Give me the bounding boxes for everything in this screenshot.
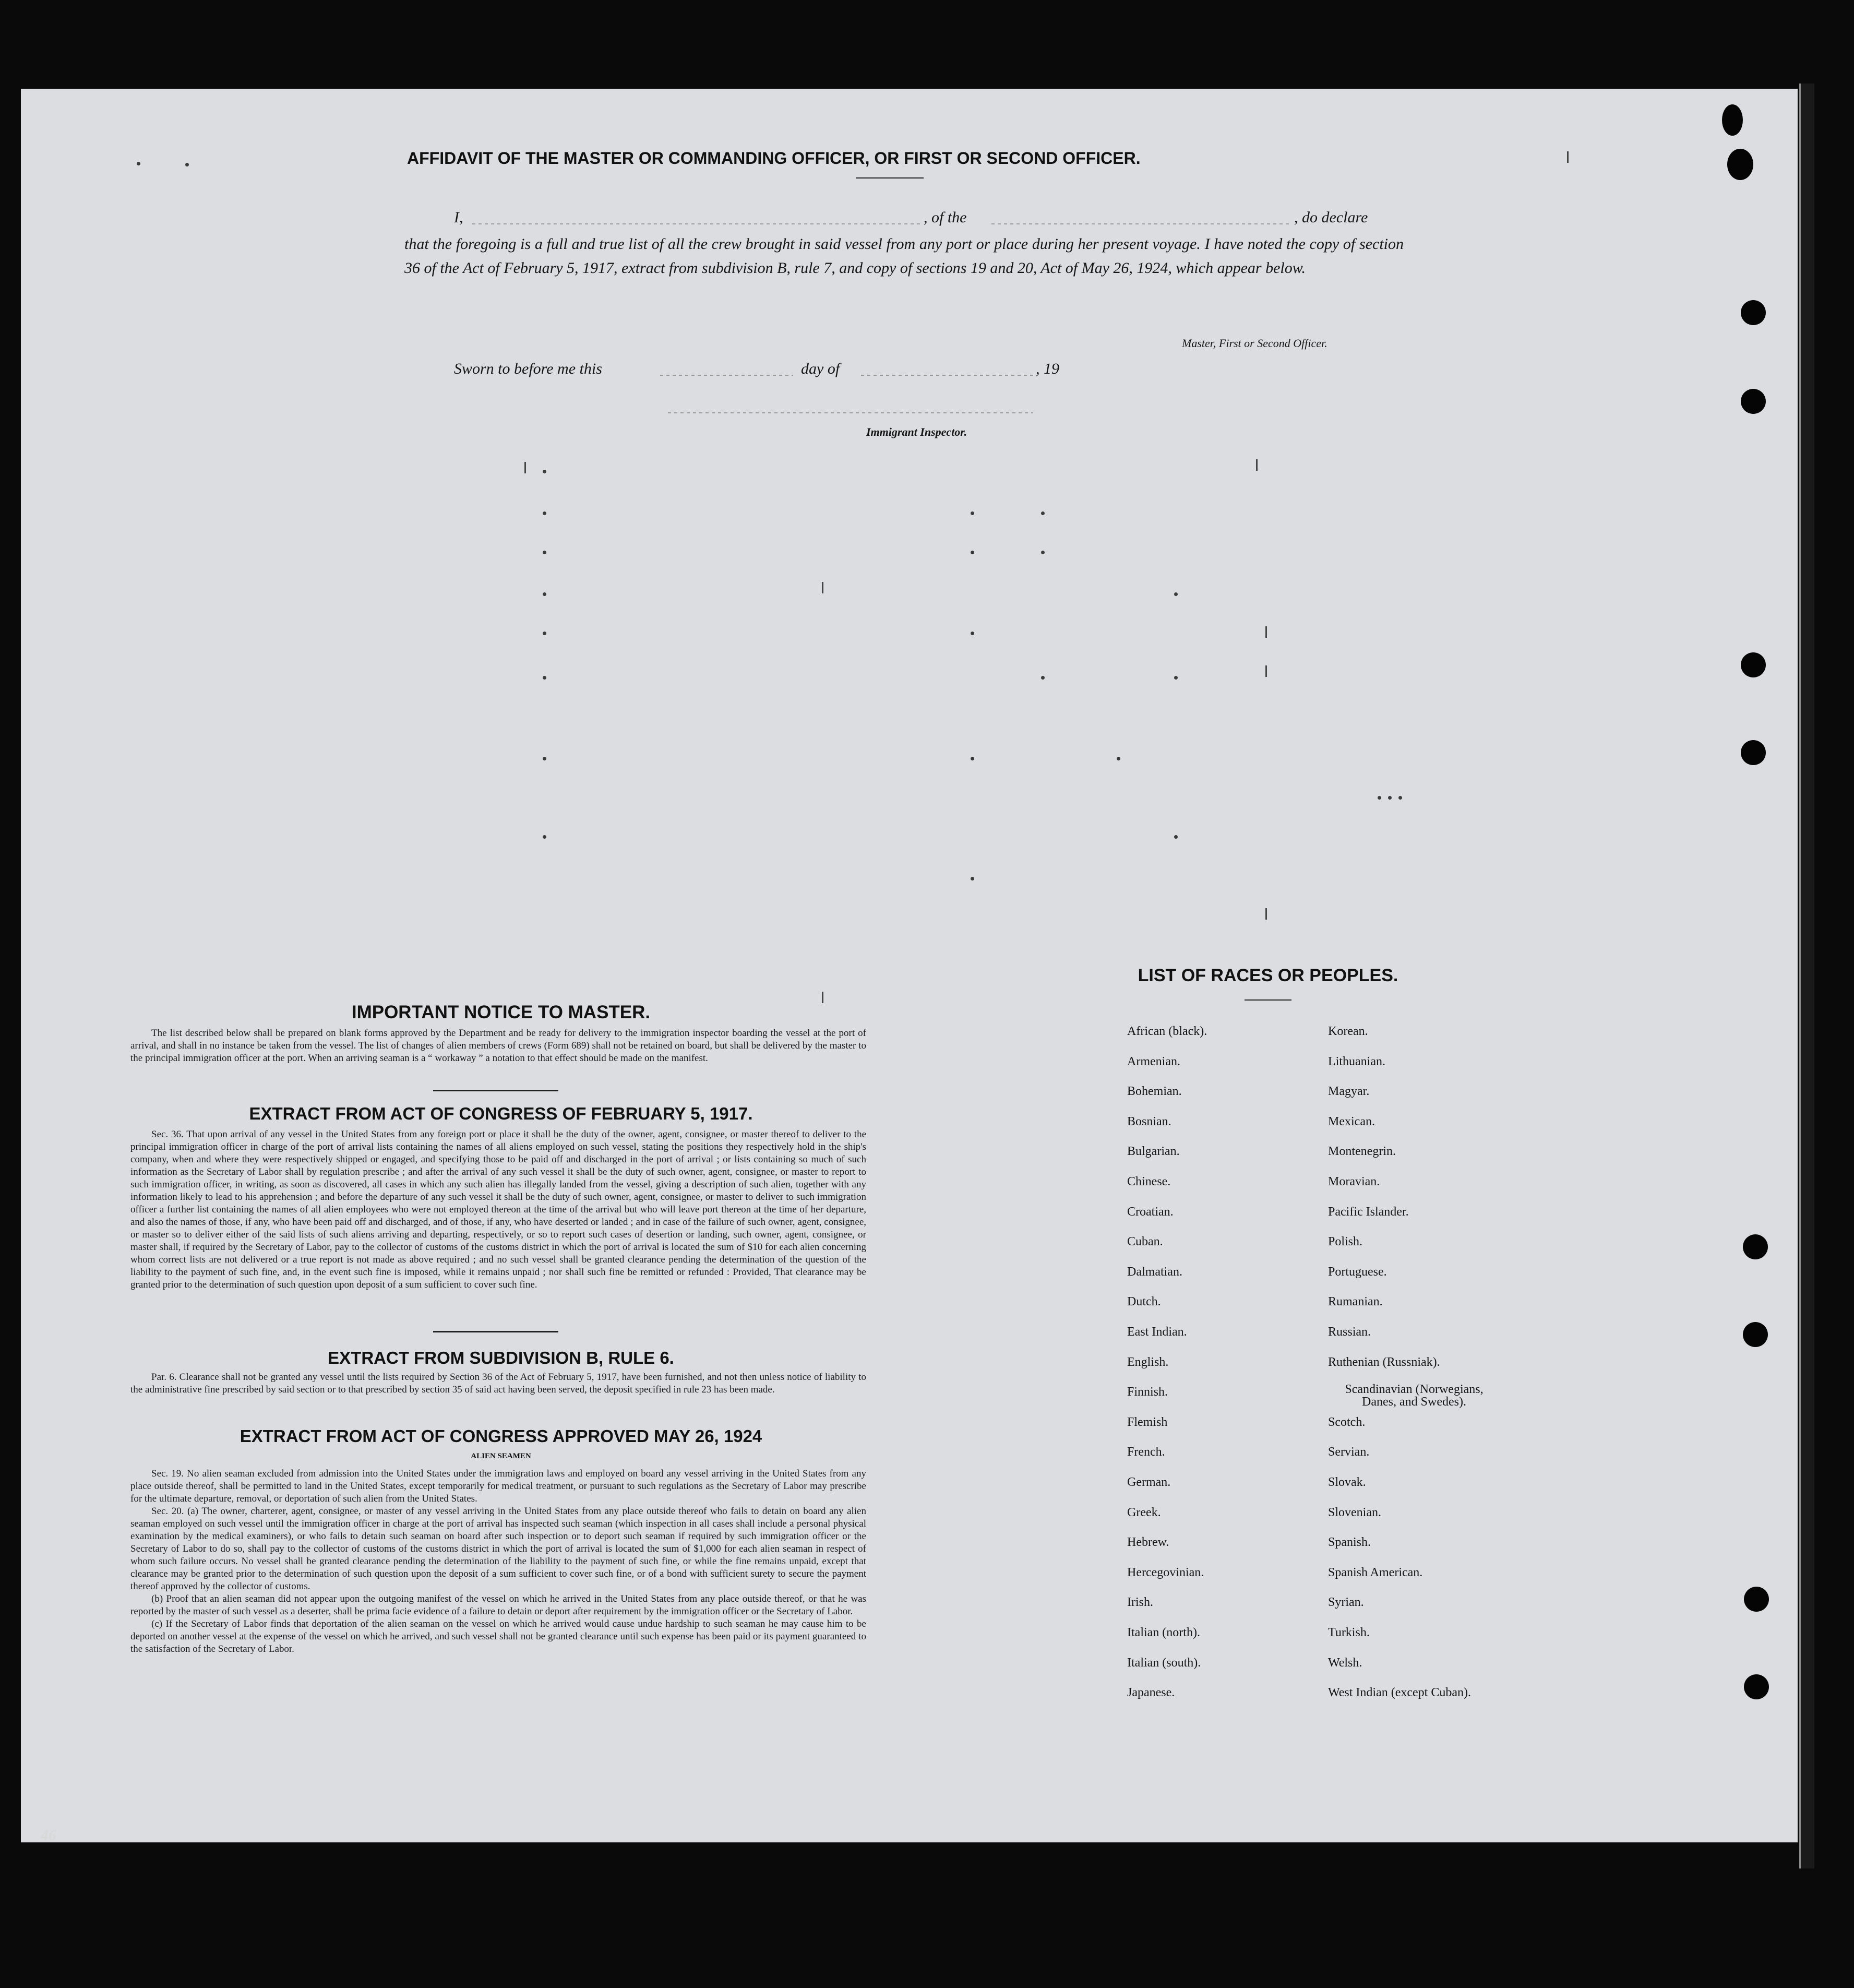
section-divider: [433, 1090, 558, 1091]
race-item: Finnish.: [1127, 1385, 1168, 1399]
race-item: Korean.: [1328, 1025, 1368, 1038]
sec20a-paragraph: Sec. 20. (a) The owner, charterer, agent, consignee, or master of any vessel arriving in the United States from any place outside thereof who fails to detain on board any alien seaman employed on such vessel until the immigration officer in charge at the port of arrival has inspected such seaman (which inspection in all cases shall include a personal physical examination by the medical examiners), or who fails to detain such seaman on board after such inspection or to deport such seaman if required by such immigration officer or the Secretary of Labor to do so, shall pay to the collector of customs of the customs district in which the port of arrival is located the sum of $1,000 for each alien seaman in respect of whom such failure occurs. No vessel shall be granted clearance pending the determination of the liability to the payment of such fine, or while the fine remains unpaid, except that clearance may be granted prior to the determination of such question upon the deposit of a sum sufficient to cover such fine, or of a bond with sufficient surety to secure the payment thereof approved by the collector of customs.: [130, 1506, 866, 1592]
title-underline: [856, 177, 924, 178]
affidavit-body: that the foregoing is a full and true list of all the crew brought in said vessel from any port or place during her present voyage. I have noted the copy of section 36 of the Act of February 5, 1917, extract from subdivision B, rule 7, and copy of sections 19 and 20, Act of May 26, 1924, which appear below.: [404, 235, 1404, 277]
race-item: Irish.: [1127, 1596, 1153, 1610]
race-item: Moravian.: [1328, 1175, 1380, 1188]
race-item: Spanish.: [1328, 1535, 1371, 1550]
stray-mark: [543, 757, 546, 760]
stray-mark: [543, 470, 546, 473]
stray-mark: [822, 992, 823, 1003]
race-item: Polish.: [1328, 1235, 1363, 1249]
day-of-label: day of: [801, 360, 840, 377]
notice-paragraph: The list described below shall be prepared on blank forms approved by the Department and be ready for delivery to the immigration inspector boarding the vessel at the port of arrival, and shall in no instance be taken from the vessel. The list of changes of alien members of crews (Form 689) shall not be retained on board, but shall be delivered by the master to the principal immigration officer at the port. When an arriving seaman is a “ workaway ” a notation to that effect should be made on the manifest.: [130, 1028, 866, 1064]
name-blank: [472, 223, 921, 224]
stray-mark: [971, 551, 974, 554]
binder-hole: [1722, 104, 1743, 136]
race-item: Hercegovinian.: [1127, 1565, 1204, 1579]
year-label: , 19: [1036, 360, 1059, 377]
affidavit-declare: , do declare: [1294, 209, 1368, 226]
sec20b-paragraph: (b) Proof that an alien seaman did not appear upon the outgoing manifest of the vessel on which he arrived in the United States from any place outside thereof, or that he was reported by the master of such vessel as a deserter, shall be prima facie evidence of a failure to detain or deport after requirement by the immigration officer or the Secretary of Labor.: [130, 1593, 866, 1617]
stray-mark: [1174, 676, 1178, 680]
stray-mark: [543, 632, 546, 635]
race-item: Syrian.: [1328, 1596, 1364, 1610]
stray-mark: [137, 162, 140, 165]
stray-mark: [971, 877, 974, 880]
race-item: Croatian.: [1127, 1205, 1174, 1219]
race-item: West Indian (except Cuban).: [1328, 1686, 1471, 1700]
race-item: East Indian.: [1127, 1325, 1187, 1339]
extract-1924-title: EXTRACT FROM ACT OF CONGRESS APPROVED MAY 26, 1924: [240, 1426, 762, 1446]
section-divider: [433, 1331, 558, 1332]
race-item: Japanese.: [1127, 1686, 1175, 1700]
stray-mark: [1265, 626, 1267, 638]
stray-mark: [1378, 796, 1381, 800]
stray-mark: [543, 551, 546, 554]
race-item: African (black).: [1127, 1025, 1207, 1038]
stray-mark: [971, 511, 974, 515]
binder-hole: [1744, 1674, 1769, 1699]
par6-paragraph: Par. 6. Clearance shall not be granted any vessel until the lists required by Section 36 of the Act of February 5, 1917, have been furnished, and not then unless notice of liability to the administrative fine prescribed by said section or to that prescribed by section 35 of said act having been served, the deposit specified in rule 23 has been made.: [130, 1372, 866, 1395]
affidavit-i: I,: [454, 209, 463, 226]
race-item: Turkish.: [1328, 1626, 1370, 1639]
sec19-paragraph: Sec. 19. No alien seaman excluded from admission into the United States under the immigration laws and employed on board any vessel arriving in the United States from any place outside thereof, shall be permitted to land in the United States, except temporarily for medical treatment, or pursuant to such regulations as the Secretary of Labor may prescribe for the ultimate departure, removal, or deportation of such alien from the United States.: [130, 1468, 866, 1504]
extract-1924-body: [130, 1468, 866, 1656]
stray-mark: [1567, 151, 1569, 163]
race-item: Italian (south).: [1127, 1656, 1201, 1670]
stray-mark: [543, 511, 546, 515]
sec36-paragraph: Sec. 36. That upon arrival of any vessel in the United States from any foreign port or place it shall be the duty of the owner, agent, consignee, or master thereof to deliver to the principal immigration officer in charge of the port of arrival lists containing the names of all aliens employed on such vessel, stating the positions they respectively hold in the ship's company, when and where they were respectively shipped or engaged, and specifying those to be paid off and discharged in the port of arrival ; or lists containing so much of such information as the Secretary of Labor shall by regulation prescribe ; and after the arrival of any such vessel it shall be the duty of such owner, agent, consignee, or master to report to such immigration officer, in writing, as soon as discovered, all cases in which any such alien has illegally landed from the vessel, giving a description of such alien, together with any information likely to lead to his apprehension ; and before the departure of any such vessel it shall be the duty of such owner, agent, consignee, or master to deliver to such immigration officer a further list containing the names of all alien employees who were not employed thereon at the time of the arrival but who will leave port thereon at the time of her departure, and also the names of those, if any, who have been paid off and discharged, and of those, if any, who have deserted or landed ; and in case of the failure of such owner, agent, consignee, or master so to deliver either of the said lists of such aliens arriving and departing, respectively, or so to report such cases of desertion or landing, such owner, agent, consignee, or master shall, if required by the Secretary of Labor, pay to the collector of customs of the customs district in which the port of arrival is located the sum of $10 for each alien concerning whom correct lists are not delivered or a true report is not made as above required ; and no such vessel shall be granted clearance pending the determination of the question of the liability to the payment of such fine, and, in the event such fine is imposed, while it remains unpaid ; nor shall such fine be remitted or refunded : Provided, That clearance may be granted prior to the determination of such question upon deposit of a sum sufficient to cover such fine.: [130, 1129, 866, 1290]
margin-mark: 46: [41, 1827, 56, 1844]
race-item: English.: [1127, 1355, 1169, 1369]
race-item: Pacific Islander.: [1328, 1205, 1409, 1219]
race-item: Scandinavian (Norwegians, Danes, and Swedes).: [1345, 1383, 1484, 1409]
race-item: Hebrew.: [1127, 1535, 1169, 1550]
race-item: Magyar.: [1328, 1085, 1370, 1099]
race-item: Bohemian.: [1127, 1085, 1182, 1099]
race-item: Dutch.: [1127, 1295, 1161, 1309]
stray-mark: [1174, 592, 1178, 596]
stray-mark: [185, 163, 189, 166]
race-item: Greek.: [1127, 1505, 1161, 1519]
race-item: Russian.: [1328, 1325, 1371, 1339]
notice-body: [130, 1027, 866, 1065]
stray-mark: [524, 462, 526, 473]
binder-hole: [1743, 1322, 1768, 1347]
race-item: Italian (north).: [1127, 1626, 1200, 1639]
affidavit-of-the: , of the: [924, 209, 967, 226]
stray-mark: [1041, 551, 1045, 554]
race-item: Cuban.: [1127, 1235, 1163, 1249]
race-item: Scotch.: [1328, 1415, 1366, 1429]
stray-mark: [971, 632, 974, 635]
race-item: Chinese.: [1127, 1175, 1171, 1188]
master-signature-label: Master, First or Second Officer.: [1182, 337, 1327, 350]
binder-hole: [1727, 149, 1753, 180]
races-title: LIST OF RACES OR PEOPLES.: [1138, 966, 1398, 985]
extract-1917-title: EXTRACT FROM ACT OF CONGRESS OF FEBRUARY 5, 1917.: [249, 1104, 753, 1123]
stray-mark: [822, 582, 823, 593]
binder-hole: [1741, 652, 1766, 677]
extract-1917-body: [130, 1128, 866, 1291]
stray-mark: [1398, 796, 1402, 800]
race-item: Spanish American.: [1328, 1565, 1423, 1579]
stray-mark: [1265, 908, 1267, 920]
stray-mark: [1041, 511, 1045, 515]
stray-mark: [1265, 665, 1267, 677]
binder-hole: [1741, 300, 1766, 325]
race-item: Rumanian.: [1328, 1295, 1383, 1309]
race-item: Slovenian.: [1328, 1505, 1381, 1519]
binder-hole: [1743, 1234, 1768, 1259]
stray-mark: [1388, 796, 1392, 800]
stray-mark: [1256, 459, 1258, 471]
race-item: Slovak.: [1328, 1475, 1366, 1489]
race-item: Bosnian.: [1127, 1114, 1171, 1128]
race-item: Welsh.: [1328, 1656, 1362, 1670]
sworn-label: Sworn to before me this: [454, 360, 602, 377]
sworn-day-blank: [660, 375, 793, 376]
race-item: French.: [1127, 1445, 1165, 1459]
race-item: Servian.: [1328, 1445, 1370, 1459]
stray-mark: [543, 676, 546, 680]
affidavit-title: AFFIDAVIT OF THE MASTER OR COMMANDING OFFICER, OR FIRST OR SECOND OFFICER.: [407, 149, 1141, 168]
rule6-body: [130, 1371, 866, 1396]
inspector-label: Immigrant Inspector.: [866, 425, 967, 438]
stray-mark: [1174, 835, 1178, 839]
sec20c-paragraph: (c) If the Secretary of Labor finds that deportation of the alien seaman on the vessel on which he arrived would cause undue hardship to such seaman he may cause him to be deported on another vessel at the expense of the vessel on which he arrived, and such vessel shall not be granted clearance until such expense has been paid or its payment guaranteed to the satisfaction of the Secretary of Labor.: [130, 1618, 866, 1654]
race-item: Bulgarian.: [1127, 1145, 1180, 1159]
sworn-month-blank: [861, 375, 1033, 376]
race-item: Lithuanian.: [1328, 1054, 1385, 1068]
extract-1924-subtitle: ALIEN SEAMEN: [471, 1452, 531, 1460]
race-item: Mexican.: [1328, 1114, 1375, 1128]
races-title-underline: [1245, 999, 1291, 1001]
race-item: Dalmatian.: [1127, 1265, 1182, 1279]
stray-mark: [543, 835, 546, 839]
race-item: Armenian.: [1127, 1054, 1180, 1068]
inspector-signature-blank: [668, 412, 1033, 413]
vessel-blank: [991, 223, 1289, 224]
rule6-title: EXTRACT FROM SUBDIVISION B, RULE 6.: [328, 1348, 674, 1367]
stray-mark: [971, 757, 974, 760]
stray-mark: [1041, 676, 1045, 680]
race-item: Ruthenian (Russniak).: [1328, 1355, 1440, 1369]
race-item: German.: [1127, 1475, 1171, 1489]
race-item: Montenegrin.: [1328, 1145, 1396, 1159]
binding-edge: [1799, 84, 1814, 1868]
stray-mark: [1117, 757, 1120, 760]
stray-mark: [543, 592, 546, 596]
binder-hole: [1741, 389, 1766, 414]
notice-title: IMPORTANT NOTICE TO MASTER.: [351, 1002, 651, 1022]
binder-hole: [1744, 1587, 1769, 1612]
race-item: Flemish: [1127, 1415, 1168, 1429]
race-item: Portuguese.: [1328, 1265, 1387, 1279]
binder-hole: [1741, 740, 1766, 765]
